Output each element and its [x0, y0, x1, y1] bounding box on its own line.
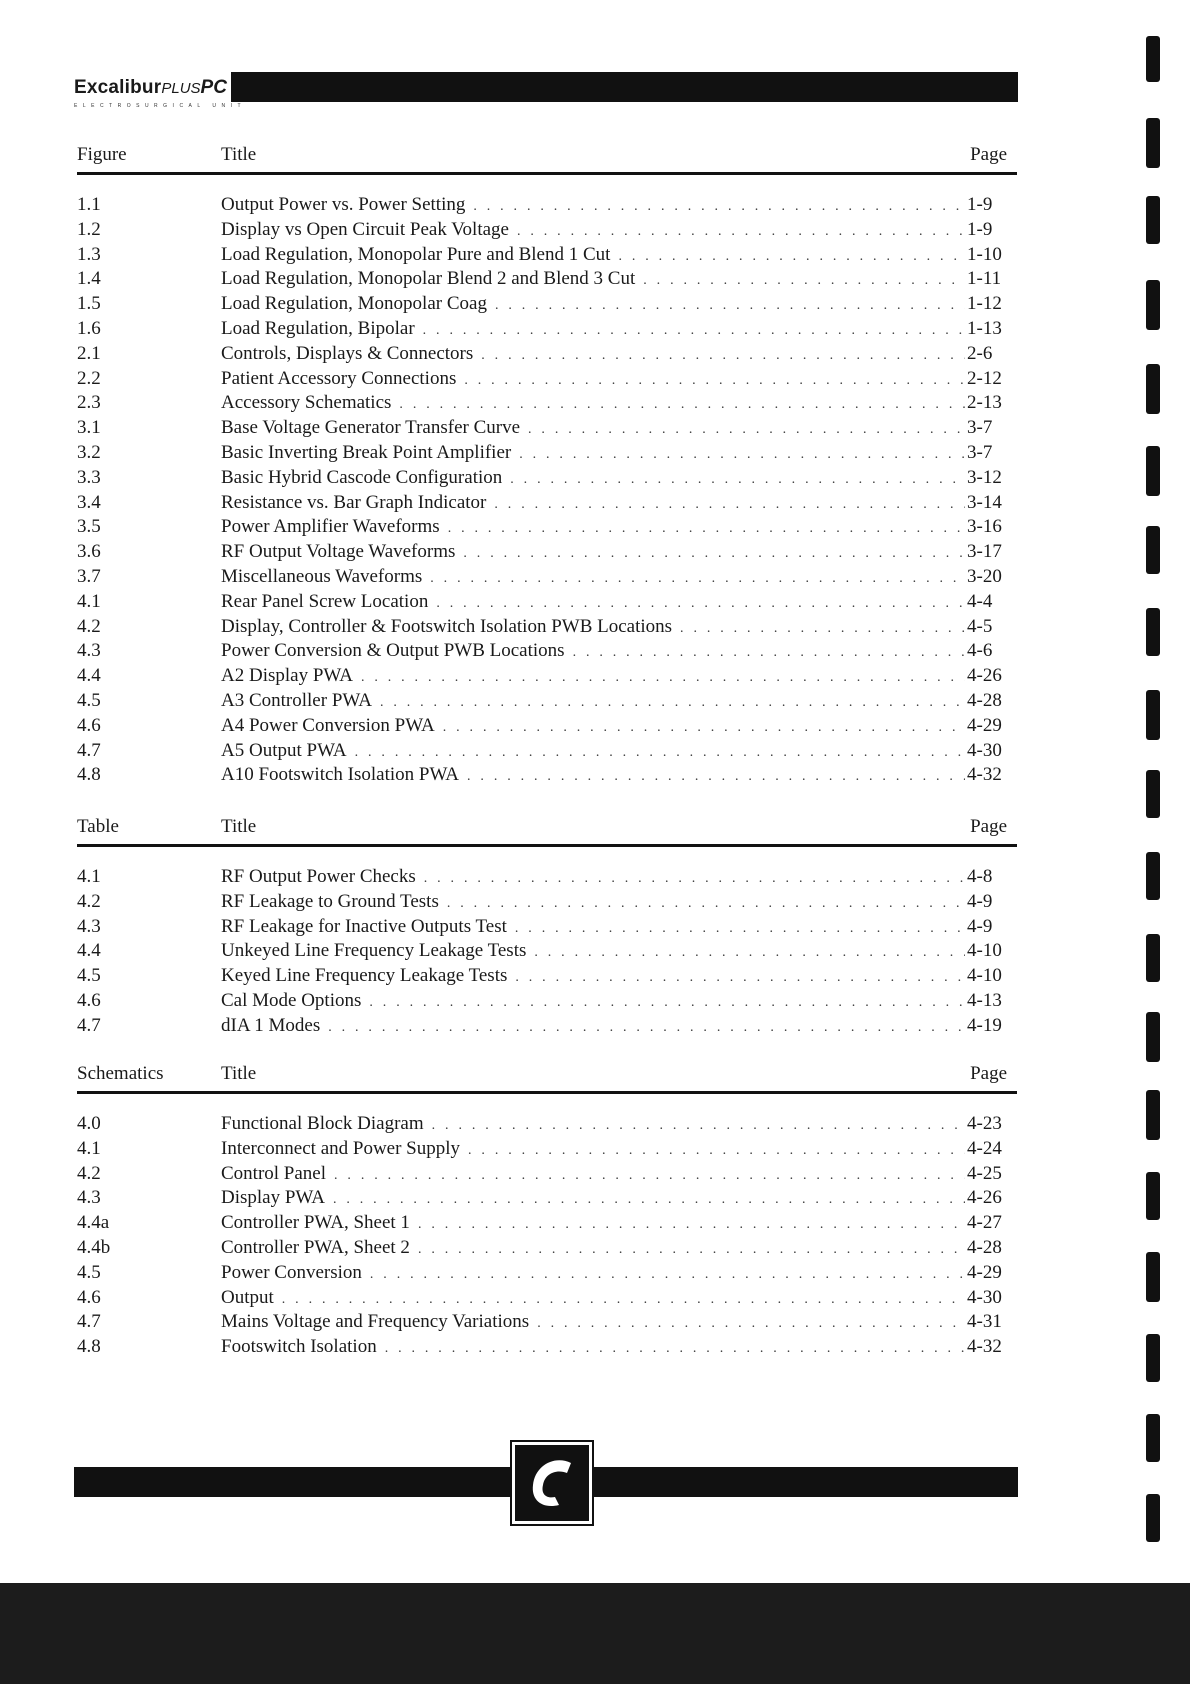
entry-line [221, 865, 965, 892]
dot-leader [443, 716, 965, 741]
binding-mark [1146, 1252, 1160, 1302]
toc-row [77, 714, 1017, 739]
entry-line [221, 714, 965, 741]
entry-line [221, 1286, 965, 1313]
toc-row [77, 1286, 1017, 1311]
entry-page: 4-28 [967, 1236, 1002, 1258]
entry-title: Unkeyed Line Frequency Leakage Tests [221, 940, 527, 962]
entry-number: 3.4 [77, 491, 101, 513]
entry-line [221, 664, 965, 691]
binding-mark [1146, 690, 1160, 740]
entry-line [221, 367, 965, 394]
toc-row [77, 1186, 1017, 1211]
entry-number: 4.3 [77, 915, 101, 937]
entry-line [221, 639, 965, 666]
dot-leader [423, 319, 965, 344]
dot-leader [380, 691, 965, 716]
dot-leader [473, 195, 965, 220]
entry-page: 1-10 [967, 243, 1002, 265]
toc-row [77, 342, 1017, 367]
entry-number: 4.8 [77, 1336, 101, 1358]
entry-line [221, 1112, 965, 1139]
toc-row [77, 441, 1017, 466]
binding-mark [1146, 770, 1160, 818]
entry-title: Basic Hybrid Cascode Configuration [221, 466, 503, 488]
company-logo-icon [512, 1442, 592, 1524]
entry-line [221, 763, 965, 790]
dot-leader [333, 1188, 965, 1213]
toc-row [77, 367, 1017, 392]
dot-leader [448, 517, 965, 542]
toc-row [77, 1211, 1017, 1236]
entry-page: 4-32 [967, 764, 1002, 786]
entry-number: 4.7 [77, 1014, 101, 1036]
toc-row [77, 391, 1017, 416]
dot-leader [424, 867, 965, 892]
entry-page: 2-6 [967, 342, 993, 364]
toc-row [77, 664, 1017, 689]
dot-leader [369, 991, 965, 1016]
binding-mark [1146, 196, 1160, 244]
dot-leader [515, 917, 965, 942]
entry-number: 1.6 [77, 317, 101, 339]
binding-mark [1146, 1012, 1160, 1062]
dot-leader [519, 443, 965, 468]
toc-row [77, 1261, 1017, 1286]
dot-leader [464, 369, 965, 394]
entry-line [221, 491, 965, 518]
entry-line [221, 1014, 965, 1041]
toc-row [77, 739, 1017, 764]
entry-page: 4-23 [967, 1113, 1002, 1134]
entry-line [221, 1186, 965, 1213]
dot-leader [573, 641, 965, 666]
entry-title: Load Regulation, Monopolar Blend 2 and Blend 3 Cut [221, 268, 636, 290]
toc-row [77, 1014, 1017, 1039]
entry-number: 1.1 [77, 194, 101, 215]
entry-title: Controller PWA, Sheet 1 [221, 1212, 410, 1234]
toc-row [77, 267, 1017, 292]
entry-page: 4-31 [967, 1311, 1002, 1333]
entry-number: 4.4b [77, 1236, 111, 1258]
entry-title: Accessory Schematics [221, 392, 392, 414]
schematics-col-page: Page [970, 1063, 1007, 1084]
entry-title: A5 Output PWA [221, 739, 347, 761]
entry-number: 4.2 [77, 1162, 101, 1184]
entry-title: RF Output Voltage Waveforms [221, 541, 456, 563]
entry-page: 3-16 [967, 516, 1002, 538]
entry-title: A2 Display PWA [221, 665, 353, 687]
entry-page: 1-12 [967, 293, 1002, 315]
dot-leader [468, 1139, 965, 1164]
entry-line [221, 565, 965, 592]
entry-title: Mains Voltage and Frequency Variations [221, 1311, 530, 1333]
toc-row [77, 565, 1017, 590]
entry-line [221, 441, 965, 468]
toc-row [77, 865, 1017, 890]
binding-mark [1146, 1494, 1160, 1542]
toc-row [77, 639, 1017, 664]
entry-title: Rear Panel Screw Location [221, 590, 429, 612]
schematics-section [77, 1059, 1017, 1360]
toc-row [77, 1335, 1017, 1360]
entry-page: 4-30 [967, 739, 1002, 761]
schematics-col-number: Schematics [77, 1063, 164, 1084]
entry-number: 4.4 [77, 665, 101, 687]
dot-leader [494, 493, 965, 518]
entry-title: Display, Controller & Footswitch Isolation PWB Locations [221, 615, 673, 637]
entry-title: A3 Controller PWA [221, 689, 372, 711]
figures-col-number: Figure [77, 144, 127, 165]
binding-mark [1146, 934, 1160, 982]
dot-leader [282, 1288, 965, 1313]
entry-line [221, 689, 965, 716]
tables-col-number: Table [77, 816, 119, 837]
entry-title: RF Leakage to Ground Tests [221, 890, 439, 912]
binding-mark [1146, 1414, 1160, 1462]
entry-title: Footswitch Isolation [221, 1336, 377, 1358]
entry-number: 3.5 [77, 516, 101, 538]
entry-line [221, 218, 965, 245]
entry-title: Controller PWA, Sheet 2 [221, 1236, 410, 1258]
entry-number: 4.3 [77, 1187, 101, 1209]
toc-row [77, 515, 1017, 540]
binding-mark [1146, 118, 1160, 168]
entry-title: Keyed Line Frequency Leakage Tests [221, 965, 508, 987]
toc-row [77, 416, 1017, 441]
entry-number: 4.1 [77, 1137, 101, 1159]
logo-brand: Excalibur [74, 77, 162, 98]
entry-title: Power Conversion & Output PWB Locations [221, 640, 565, 662]
entry-page: 3-7 [967, 417, 993, 439]
entry-page: 2-12 [967, 367, 1002, 389]
dot-leader [467, 765, 965, 790]
entry-title: RF Leakage for Inactive Outputs Test [221, 915, 507, 937]
entry-page: 4-28 [967, 689, 1002, 711]
entry-page: 4-29 [967, 714, 1002, 736]
entry-title: Patient Accessory Connections [221, 367, 457, 389]
entry-title: Base Voltage Generator Transfer Curve [221, 417, 521, 439]
entry-number: 2.1 [77, 342, 101, 364]
binding-mark [1146, 852, 1160, 900]
product-logo [74, 77, 247, 109]
dot-leader [463, 542, 965, 567]
entry-number: 1.3 [77, 243, 101, 265]
entry-page: 4-26 [967, 665, 1002, 687]
logo-subtitle: ELECTROSURGICAL UNIT [74, 103, 247, 109]
entry-title: Load Regulation, Monopolar Coag [221, 293, 487, 315]
entry-number: 3.3 [77, 466, 101, 488]
entry-line [221, 1236, 965, 1263]
figures-col-title: Title [221, 144, 257, 165]
entry-title: Interconnect and Power Supply [221, 1137, 461, 1159]
schematics-header [77, 1059, 1017, 1094]
entry-page: 1-13 [967, 317, 1002, 339]
entry-title: Load Regulation, Bipolar [221, 317, 415, 339]
toc-row [77, 1162, 1017, 1187]
entry-page: 4-19 [967, 1014, 1002, 1036]
entry-page: 4-32 [967, 1336, 1002, 1358]
entry-page: 4-13 [967, 989, 1002, 1011]
dot-leader [430, 567, 965, 592]
dot-leader [370, 1263, 965, 1288]
dot-leader [495, 294, 965, 319]
entry-number: 1.2 [77, 218, 101, 240]
entry-line [221, 1261, 965, 1288]
entry-page: 4-5 [967, 615, 993, 637]
entry-number: 4.8 [77, 764, 101, 786]
entry-page: 4-25 [967, 1162, 1002, 1184]
entry-title: Power Amplifier Waveforms [221, 516, 440, 538]
toc-row [77, 243, 1017, 268]
entry-line [221, 515, 965, 542]
binding-mark [1146, 608, 1160, 656]
toc-row [77, 890, 1017, 915]
entry-title: RF Output Power Checks [221, 866, 416, 887]
toc-row [77, 763, 1017, 788]
entry-title: A4 Power Conversion PWA [221, 714, 435, 736]
toc-row [77, 615, 1017, 640]
entry-title: Display PWA [221, 1187, 325, 1209]
figures-col-page: Page [970, 144, 1007, 165]
entry-title: Cal Mode Options [221, 989, 362, 1011]
entry-page: 4-8 [967, 866, 993, 887]
entry-number: 4.0 [77, 1113, 101, 1134]
figures-header [77, 140, 1017, 175]
toc-row [77, 689, 1017, 714]
entry-number: 3.1 [77, 417, 101, 439]
logo-plus: PLUS [161, 80, 201, 97]
entry-line [221, 964, 965, 991]
dot-leader [399, 393, 965, 418]
entry-title: A10 Footswitch Isolation PWA [221, 764, 460, 786]
entry-page: 4-6 [967, 640, 993, 662]
entry-page: 4-24 [967, 1137, 1002, 1159]
figures-section [77, 140, 1017, 788]
entry-number: 1.4 [77, 268, 101, 290]
toc-row [77, 466, 1017, 491]
entry-title: dIA 1 Modes [221, 1014, 321, 1036]
entry-title: Basic Inverting Break Point Amplifier [221, 441, 512, 463]
entry-page: 3-20 [967, 565, 1002, 587]
dot-leader [510, 468, 965, 493]
schematics-col-title: Title [221, 1063, 257, 1084]
entry-line [221, 292, 965, 319]
entry-page: 4-10 [967, 940, 1002, 962]
entry-line [221, 1335, 965, 1362]
entry-number: 4.5 [77, 965, 101, 987]
entry-number: 4.6 [77, 989, 101, 1011]
entry-page: 3-14 [967, 491, 1002, 513]
dot-leader [528, 418, 965, 443]
entry-number: 3.6 [77, 541, 101, 563]
entry-page: 1-9 [967, 218, 993, 240]
entry-line [221, 1162, 965, 1189]
entry-page: 4-29 [967, 1261, 1002, 1283]
entry-number: 4.7 [77, 1311, 101, 1333]
entry-number: 4.3 [77, 640, 101, 662]
tables-list [77, 865, 1017, 1039]
dot-leader [328, 1016, 965, 1041]
header-bar [231, 72, 1018, 102]
binding-mark [1146, 446, 1160, 496]
figures-list [77, 193, 1017, 788]
entry-page: 4-9 [967, 915, 993, 937]
bottom-band [0, 1583, 1190, 1684]
dot-leader [418, 1213, 965, 1238]
toc-row [77, 317, 1017, 342]
toc-row [77, 1310, 1017, 1335]
entry-number: 4.2 [77, 615, 101, 637]
entry-number: 4.1 [77, 590, 101, 612]
dot-leader [418, 1238, 965, 1263]
dot-leader [515, 966, 965, 991]
company-logo-glyph [515, 1445, 589, 1521]
entry-page: 3-7 [967, 441, 993, 463]
binding-mark [1146, 364, 1160, 414]
entry-number: 4.1 [77, 866, 101, 887]
entry-number: 4.2 [77, 890, 101, 912]
entry-page: 4-9 [967, 890, 993, 912]
entry-line [221, 342, 965, 369]
entry-line [221, 1310, 965, 1337]
entry-number: 2.2 [77, 367, 101, 389]
toc-row [77, 491, 1017, 516]
binding-mark [1146, 1334, 1160, 1382]
toc-row [77, 989, 1017, 1014]
toc-row [77, 1137, 1017, 1162]
binding-mark [1146, 526, 1160, 574]
entry-title: Power Conversion [221, 1261, 362, 1283]
dot-leader [618, 245, 965, 270]
entry-number: 3.2 [77, 441, 101, 463]
toc-row [77, 939, 1017, 964]
entry-page: 1-11 [967, 268, 1002, 290]
entry-title: Load Regulation, Monopolar Pure and Blend 1 Cut [221, 243, 611, 265]
entry-line [221, 615, 965, 642]
entry-line [221, 391, 965, 418]
dot-leader [334, 1164, 965, 1189]
dot-leader [447, 892, 965, 917]
logo-pc: PC [200, 77, 227, 98]
entry-title: Resistance vs. Bar Graph Indicator [221, 491, 487, 513]
entry-number: 4.4 [77, 940, 101, 962]
toc-row [77, 292, 1017, 317]
tables-col-page: Page [970, 816, 1007, 837]
binding-mark [1146, 280, 1160, 330]
entry-title: Output Power vs. Power Setting [221, 194, 466, 215]
entry-page: 3-17 [967, 541, 1002, 563]
entry-line [221, 1137, 965, 1164]
dot-leader [385, 1337, 965, 1362]
entry-line [221, 540, 965, 567]
entry-line [221, 989, 965, 1016]
entry-title: Functional Block Diagram [221, 1113, 424, 1134]
entry-page: 4-10 [967, 965, 1002, 987]
entry-page: 1-9 [967, 194, 993, 215]
entry-title: Controls, Displays & Connectors [221, 342, 474, 364]
toc-row [77, 1236, 1017, 1261]
entry-line [221, 267, 965, 294]
entry-number: 4.5 [77, 689, 101, 711]
entry-line [221, 590, 965, 617]
toc-row [77, 964, 1017, 989]
tables-col-title: Title [221, 816, 257, 837]
entry-page: 4-4 [967, 590, 993, 612]
toc-row [77, 540, 1017, 565]
entry-number: 2.3 [77, 392, 101, 414]
entry-line [221, 193, 965, 220]
entry-line [221, 890, 965, 917]
toc-row [77, 590, 1017, 615]
toc-row [77, 218, 1017, 243]
entry-line [221, 915, 965, 942]
entry-line [221, 1211, 965, 1238]
toc-row [77, 915, 1017, 940]
entry-title: Control Panel [221, 1162, 327, 1184]
dot-leader [361, 666, 965, 691]
entry-page: 3-12 [967, 466, 1002, 488]
schematics-list [77, 1112, 1017, 1360]
entry-number: 4.6 [77, 1286, 101, 1308]
entry-line [221, 317, 965, 344]
binding-mark [1146, 1172, 1160, 1220]
entry-number: 4.4a [77, 1212, 110, 1234]
tables-header [77, 812, 1017, 847]
binding-mark [1146, 1090, 1160, 1140]
entry-title: Miscellaneous Waveforms [221, 565, 423, 587]
dot-leader [436, 592, 965, 617]
dot-leader [517, 220, 965, 245]
entry-page: 4-26 [967, 1187, 1002, 1209]
entry-number: 4.5 [77, 1261, 101, 1283]
entry-title: Display vs Open Circuit Peak Voltage [221, 218, 509, 240]
entry-title: Output [221, 1286, 274, 1308]
entry-number: 4.7 [77, 739, 101, 761]
dot-leader [432, 1114, 965, 1139]
entry-line [221, 739, 965, 766]
entry-line [221, 416, 965, 443]
entry-page: 2-13 [967, 392, 1002, 414]
dot-leader [534, 941, 965, 966]
entry-number: 1.5 [77, 293, 101, 315]
tables-section [77, 812, 1017, 1039]
dot-leader [481, 344, 965, 369]
entry-line [221, 243, 965, 270]
entry-page: 4-30 [967, 1286, 1002, 1308]
dot-leader [643, 269, 965, 294]
entry-number: 4.6 [77, 714, 101, 736]
dot-leader [680, 617, 965, 642]
entry-line [221, 466, 965, 493]
toc-row [77, 193, 1017, 218]
binding-mark [1146, 36, 1160, 82]
toc-row [77, 1112, 1017, 1137]
entry-page: 4-27 [967, 1212, 1002, 1234]
entry-line [221, 939, 965, 966]
entry-number: 3.7 [77, 565, 101, 587]
dot-leader [537, 1312, 965, 1337]
dot-leader [355, 741, 965, 766]
